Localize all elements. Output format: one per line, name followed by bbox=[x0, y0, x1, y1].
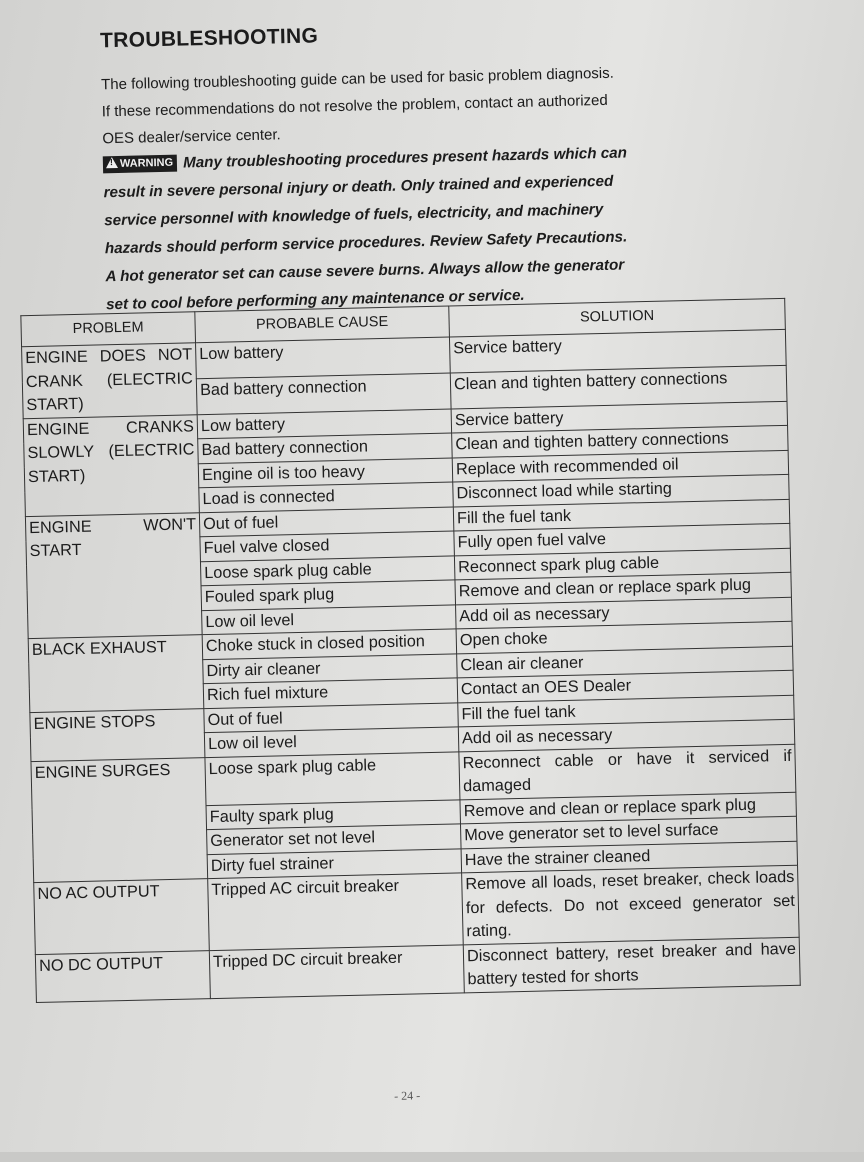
table-body bbox=[22, 329, 801, 1002]
cause-cell: Loose spark plug cable bbox=[205, 751, 460, 805]
problem-cell: NO AC OUTPUT bbox=[34, 879, 210, 954]
cause-cell: Faulty spark plug bbox=[206, 799, 460, 829]
cause-cell: Dirty air cleaner bbox=[203, 653, 457, 683]
cause-cell: Tripped DC circuit breaker bbox=[209, 944, 464, 998]
solution-cell: Open choke bbox=[456, 621, 792, 653]
troubleshooting-table bbox=[20, 298, 800, 1003]
solution-cell: Have the strainer cleaned bbox=[461, 841, 797, 873]
problem-cell: ENGINE SURGES bbox=[31, 757, 208, 882]
cause-cell: Load is connected bbox=[199, 482, 453, 512]
solution-cell: Add oil as necessary bbox=[456, 597, 792, 629]
problem-cell: ENGINE STOPS bbox=[30, 708, 205, 761]
solution-cell: Remove and clean or replace spark plug bbox=[460, 792, 796, 824]
cause-cell: Dirty fuel strainer bbox=[207, 848, 461, 878]
warning-badge bbox=[103, 155, 178, 174]
solution-cell: Disconnect load while starting bbox=[453, 474, 789, 506]
solution-cell: Replace with recommended oil bbox=[452, 450, 788, 482]
warning-line: service personnel with knowledge of fuels, electricity, and machinery bbox=[104, 200, 604, 230]
page-number: - 24 - bbox=[393, 1088, 421, 1103]
warning-triangle-icon bbox=[106, 157, 118, 168]
warning-line: result in severe personal injury or death. Only trained and experienced bbox=[103, 172, 614, 202]
solution-cell: Clean and tighten battery connections bbox=[450, 365, 787, 408]
header-problem: PROBLEM bbox=[21, 312, 196, 347]
solution-cell: Move generator set to level surface bbox=[460, 816, 796, 848]
warning-line: hazards should perform service procedures. Review Safety Precautions. bbox=[104, 228, 628, 258]
warning-label: WARNING bbox=[119, 156, 174, 170]
solution-cell: Fill the fuel tank bbox=[453, 499, 789, 531]
warning-text: Many troubleshooting procedures present hazards which can bbox=[182, 144, 628, 172]
solution-cell: Reconnect spark plug cable bbox=[454, 548, 790, 580]
cause-cell: Low battery bbox=[197, 408, 451, 438]
solution-cell: Fill the fuel tank bbox=[458, 695, 794, 727]
solution-cell: Clean and tighten battery connections bbox=[452, 425, 788, 457]
solution-cell: Contact an OES Dealer bbox=[457, 670, 793, 702]
solution-cell: Service battery bbox=[451, 401, 787, 433]
problem-cell: ENGINE CRANKS SLOWLY (ELECTRIC START) bbox=[23, 414, 199, 516]
intro-paragraph bbox=[101, 58, 703, 153]
intro-line: OES dealer/service center. bbox=[102, 126, 281, 148]
problem-cell: ENGINE DOES NOT CRANK (ELECTRIC START) bbox=[22, 343, 198, 418]
solution-cell: Reconnect cable or have it serviced if damaged bbox=[459, 744, 796, 800]
solution-cell: Disconnect battery, reset breaker and have battery tested for shorts bbox=[463, 937, 800, 993]
cause-cell: Choke stuck in closed position bbox=[202, 629, 456, 659]
cause-cell: Tripped AC circuit breaker bbox=[208, 873, 464, 950]
warning-line: set to cool before performing any maintenance or service. bbox=[105, 286, 525, 314]
cause-cell: Bad battery connection bbox=[196, 373, 451, 415]
problem-cell: ENGINE WON'T START bbox=[25, 512, 202, 638]
cause-cell: Low battery bbox=[196, 337, 451, 379]
solution-cell: Service battery bbox=[449, 329, 786, 372]
solution-cell: Remove all loads, reset breaker, check loads for defects. Do not exceed generator set rating. bbox=[462, 865, 800, 944]
problem-cell: NO DC OUTPUT bbox=[35, 950, 210, 1002]
cause-cell: Fouled spark plug bbox=[201, 580, 455, 610]
cause-cell: Rich fuel mixture bbox=[203, 678, 457, 708]
solution-cell: Add oil as necessary bbox=[458, 719, 794, 751]
header-probable-cause: PROBABLE CAUSE bbox=[195, 306, 450, 343]
intro-line: The following troubleshooting guide can be used for basic problem diagnosis. bbox=[100, 64, 615, 94]
cause-cell: Engine oil is too heavy bbox=[198, 457, 452, 487]
warning-line: A hot generator set can cause severe burns. Always allow the generator bbox=[105, 256, 625, 286]
problem-cell: BLACK EXHAUST bbox=[28, 635, 204, 712]
cause-cell: Out of fuel bbox=[204, 702, 458, 732]
cause-cell: Generator set not level bbox=[207, 824, 461, 854]
cause-cell: Low oil level bbox=[204, 727, 458, 757]
solution-cell: Remove and clean or replace spark plug bbox=[455, 572, 791, 604]
header-solution: SOLUTION bbox=[449, 298, 786, 337]
warning-block bbox=[103, 138, 707, 320]
cause-cell: Loose spark plug cable bbox=[200, 555, 454, 585]
solution-cell: Fully open fuel valve bbox=[454, 523, 790, 555]
cause-cell: Low oil level bbox=[202, 604, 456, 634]
solution-cell: Clean air cleaner bbox=[457, 646, 793, 678]
page-title: TROUBLESHOOTING bbox=[99, 24, 319, 53]
cause-cell: Bad battery connection bbox=[198, 433, 452, 463]
cause-cell: Out of fuel bbox=[199, 506, 453, 536]
intro-line: If these recommendations do not resolve the problem, contact an authorized bbox=[101, 91, 608, 121]
cause-cell: Fuel valve closed bbox=[200, 531, 454, 561]
